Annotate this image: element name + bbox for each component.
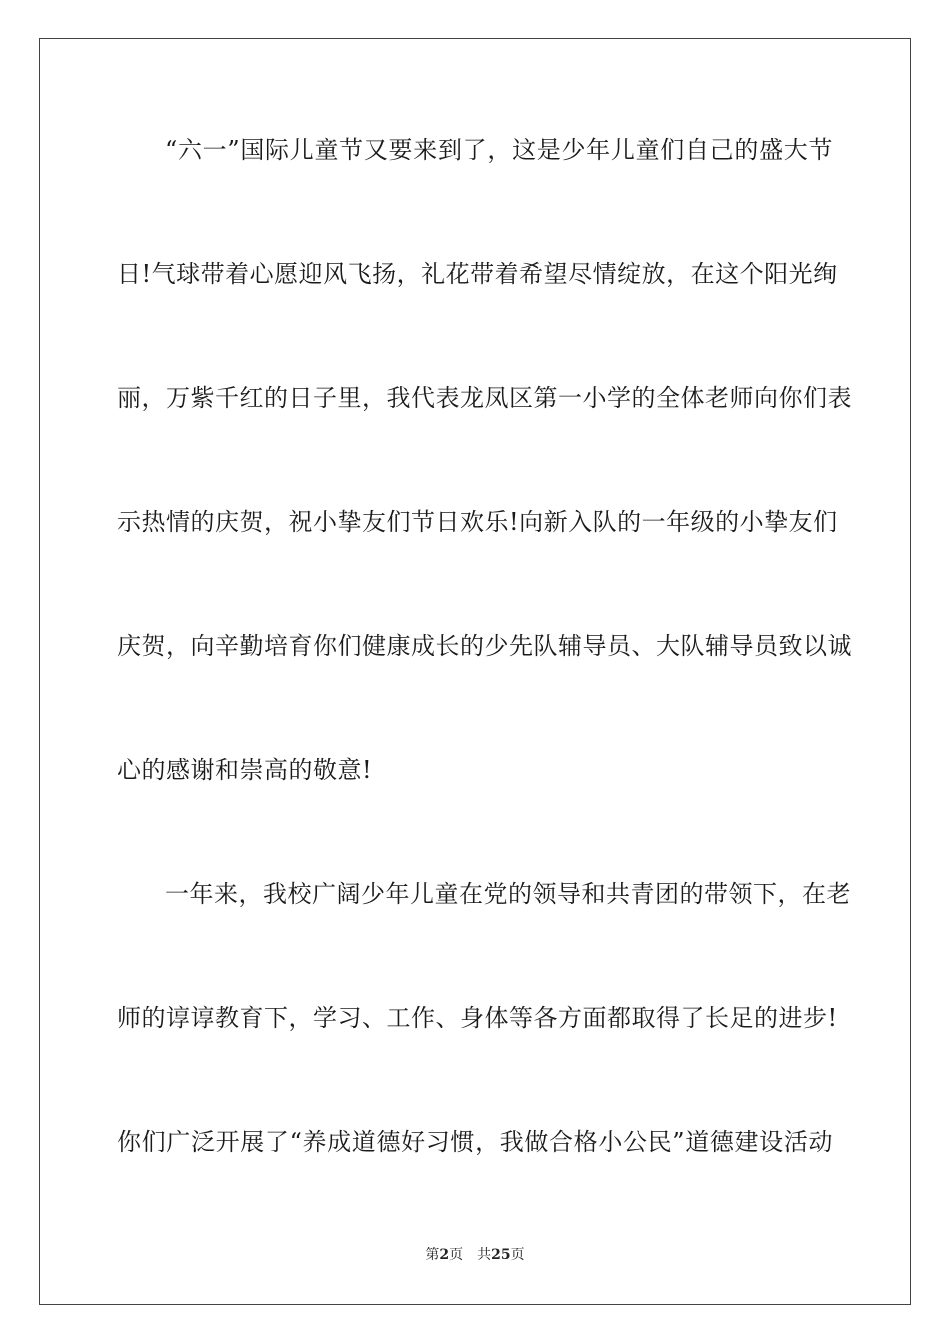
footer-total-suffix: 页 bbox=[510, 1247, 525, 1263]
paragraph-1-line-4: 示热情的庆贺，祝小挚友们节日欢乐!向新入队的一年级的小挚友们 bbox=[117, 508, 838, 536]
paragraph-1-line-2: 日!气球带着心愿迎风飞扬，礼花带着希望尽情绽放，在这个阳光绚 bbox=[117, 260, 838, 288]
paragraph-2-line-2: 师的谆谆教育下，学习、工作、身体等各方面都取得了长足的进步! bbox=[117, 1004, 838, 1032]
paragraph-2-line-1: 一年来，我校广阔少年儿童在党的领导和共青团的带领下，在老 bbox=[165, 880, 851, 908]
footer-page-prefix: 第 bbox=[425, 1247, 440, 1263]
footer-page-suffix: 页 bbox=[449, 1247, 464, 1263]
paragraph-1-line-6: 心的感谢和崇高的敬意! bbox=[117, 756, 373, 784]
paragraph-1-line-3: 丽，万紫千红的日子里，我代表龙凤区第一小学的全体老师向你们表 bbox=[117, 384, 852, 412]
footer-total-prefix: 共 bbox=[477, 1247, 492, 1263]
page-frame bbox=[39, 38, 911, 1305]
paragraph-1-line-5: 庆贺，向辛勤培育你们健康成长的少先队辅导员、大队辅导员致以诚 bbox=[117, 632, 852, 660]
paragraph-2-line-3: 你们广泛开展了“养成道德好习惯，我做合格小公民”道德建设活动 bbox=[117, 1128, 833, 1156]
page-footer bbox=[0, 1246, 950, 1264]
footer-total-pages: 25 bbox=[491, 1247, 511, 1263]
footer-page-number: 2 bbox=[439, 1247, 450, 1263]
paragraph-1-line-1: “六一”国际儿童节又要来到了，这是少年儿童们自己的盛大节 bbox=[165, 136, 833, 164]
